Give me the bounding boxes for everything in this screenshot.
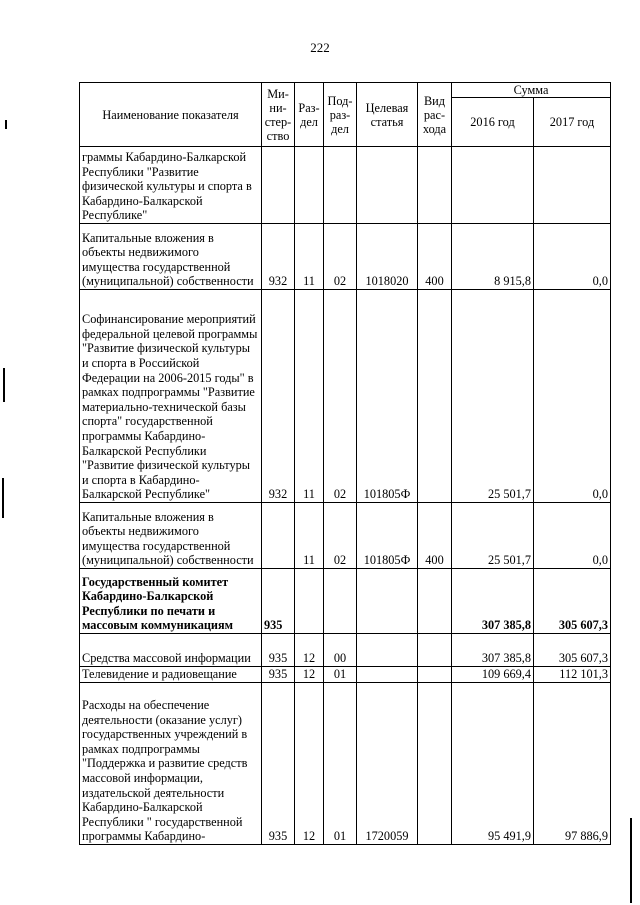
table-row <box>80 503 611 569</box>
page-number: 222 <box>310 40 330 55</box>
row-subsection: 02 <box>324 503 357 569</box>
row-subsection: 00 <box>324 634 357 667</box>
row-subsection: 01 <box>324 683 357 845</box>
row-target: 1018020 <box>357 224 418 290</box>
header-sum: Сумма <box>452 83 611 98</box>
table-row <box>80 290 611 503</box>
row-target: 101805Ф <box>357 503 418 569</box>
header-subsection: Под- раз- дел <box>324 83 357 147</box>
row-2016: 8 915,8 <box>452 224 534 290</box>
row-subsection: 01 <box>324 667 357 683</box>
row-2017: 0,0 <box>534 503 611 569</box>
row-2016: 25 501,7 <box>452 290 534 503</box>
row-name: граммы Кабардино-Балкарской Республики "Развитие физической культуры и спорта в Кабардино-Балкарской Республике" <box>80 147 262 224</box>
row-2016: 25 501,7 <box>452 503 534 569</box>
header-ministry: Ми- ни- стер- ство <box>262 83 295 147</box>
table-row <box>80 667 611 683</box>
row-section: 11 <box>295 503 324 569</box>
row-name: Средства массовой информации <box>80 634 262 667</box>
row-subsection <box>324 147 357 224</box>
row-section: 12 <box>295 634 324 667</box>
row-target: 101805Ф <box>357 290 418 503</box>
row-subsection <box>324 569 357 634</box>
table-row <box>80 147 611 224</box>
row-2017: 305 607,3 <box>534 634 611 667</box>
margin-mark <box>630 818 632 903</box>
row-subsection: 02 <box>324 224 357 290</box>
row-section: 12 <box>295 667 324 683</box>
row-section <box>295 569 324 634</box>
row-section <box>295 147 324 224</box>
row-expense-type: 400 <box>418 503 452 569</box>
row-name: Капитальные вложения в объекты недвижимого имущества государственной (муниципальной) собственности <box>80 503 262 569</box>
table-row <box>80 224 611 290</box>
row-ministry: 932 <box>262 290 295 503</box>
row-ministry: 935 <box>262 667 295 683</box>
budget-table <box>79 82 611 845</box>
row-section: 12 <box>295 683 324 845</box>
row-target <box>357 634 418 667</box>
row-2017: 97 886,9 <box>534 683 611 845</box>
row-section: 11 <box>295 290 324 503</box>
header-expense-type: Вид рас- хода <box>418 83 452 147</box>
row-expense-type <box>418 569 452 634</box>
row-name: Капитальные вложения в объекты недвижимого имущества государственной (муниципальной) собственности <box>80 224 262 290</box>
table-row <box>80 569 611 634</box>
header-name: Наименование показателя <box>80 83 262 147</box>
row-expense-type <box>418 634 452 667</box>
row-2017: 0,0 <box>534 290 611 503</box>
row-2016: 307 385,8 <box>452 634 534 667</box>
row-ministry: 935 <box>262 634 295 667</box>
row-ministry <box>262 147 295 224</box>
row-target: 1720059 <box>357 683 418 845</box>
row-subsection: 02 <box>324 290 357 503</box>
row-name: Расходы на обеспечение деятельности (оказание услуг) государственных учреждений в рамках подпрограммы "Поддержка и развитие средств массовой информации, издательской деятельности Кабардино-Балкарской Республики " государственной программы Кабардино- <box>80 683 262 845</box>
row-2017: 112 101,3 <box>534 667 611 683</box>
row-expense-type: 400 <box>418 224 452 290</box>
row-expense-type <box>418 147 452 224</box>
row-name: Государственный комитет Кабардино-Балкарской Республики по печати и массовым коммуникациям <box>80 569 262 634</box>
row-expense-type <box>418 290 452 503</box>
header-2017: 2017 год <box>534 98 611 147</box>
row-name: Софинансирование мероприятий федеральной целевой программы "Развитие физической культуры и спорта в Российской Федерации на 2006-2015 годы" в рамках подпрограммы "Развитие материально-технической базы спорта" государственной программы Кабардино-Балкарской Республики "Развитие физической культуры и спорта в Кабардино-Балкарской Республике" <box>80 290 262 503</box>
row-ministry: 932 <box>262 224 295 290</box>
row-target <box>357 667 418 683</box>
row-2017: 0,0 <box>534 224 611 290</box>
row-2017 <box>534 147 611 224</box>
row-expense-type <box>418 683 452 845</box>
row-2016: 109 669,4 <box>452 667 534 683</box>
margin-mark <box>5 120 7 129</box>
row-expense-type <box>418 667 452 683</box>
table-row <box>80 634 611 667</box>
row-2016 <box>452 147 534 224</box>
row-name: Телевидение и радиовещание <box>80 667 262 683</box>
table-row <box>80 683 611 845</box>
row-ministry: 935 <box>262 683 295 845</box>
header-section: Раз- дел <box>295 83 324 147</box>
row-ministry: 935 <box>262 569 295 634</box>
row-section: 11 <box>295 224 324 290</box>
header-2016: 2016 год <box>452 98 534 147</box>
row-2016: 95 491,9 <box>452 683 534 845</box>
row-2017: 305 607,3 <box>534 569 611 634</box>
row-target <box>357 569 418 634</box>
row-2016: 307 385,8 <box>452 569 534 634</box>
header-target: Целевая статья <box>357 83 418 147</box>
row-ministry <box>262 503 295 569</box>
margin-mark <box>2 478 4 518</box>
margin-mark <box>3 368 5 402</box>
row-target <box>357 147 418 224</box>
